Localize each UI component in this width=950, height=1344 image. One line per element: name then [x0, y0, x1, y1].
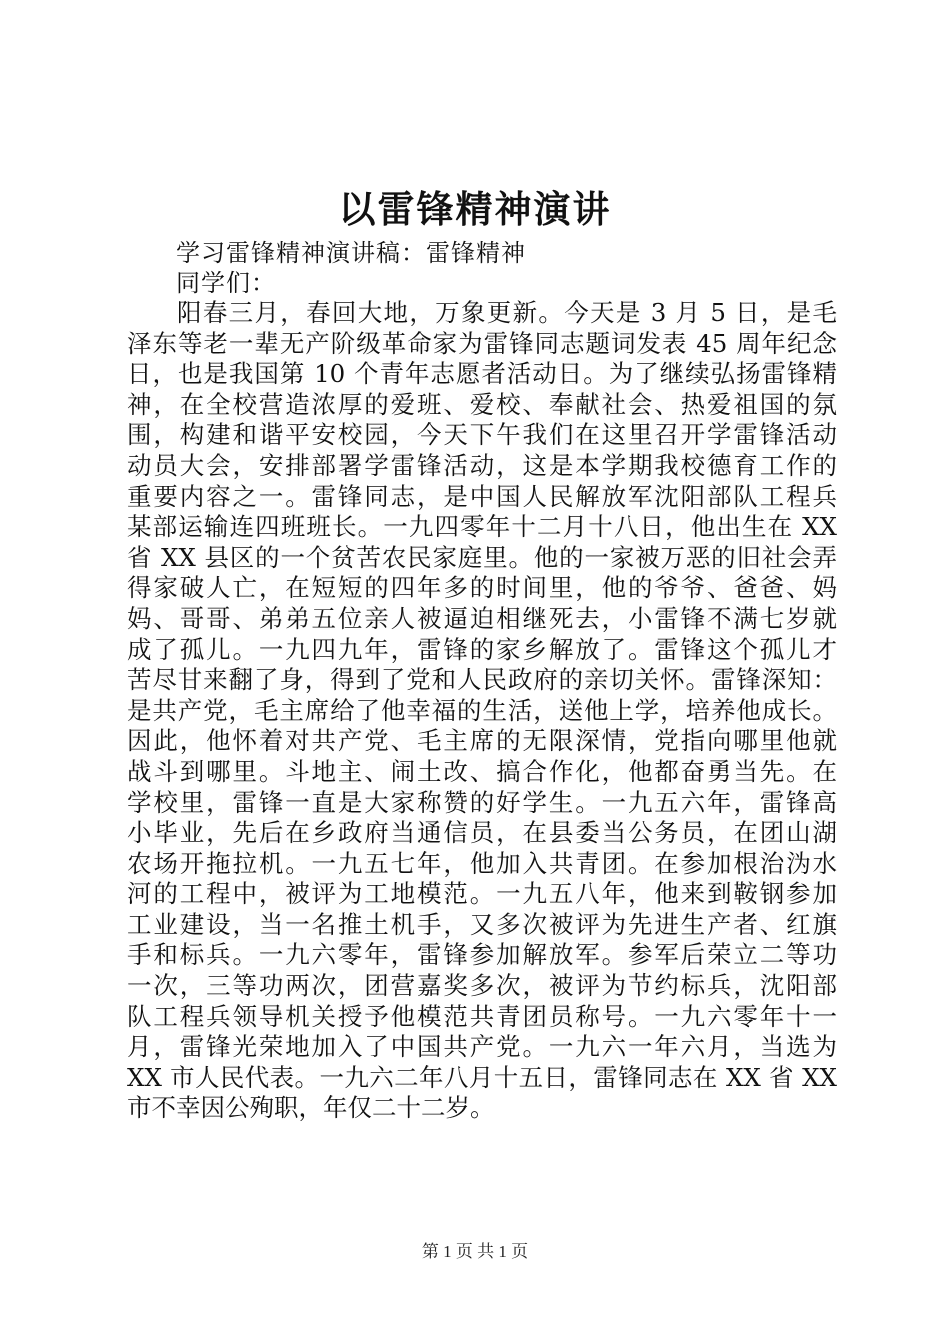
body-line: 学校里，雷锋一直是大家称赞的好学生。一九五六年，雷锋高	[127, 787, 837, 817]
body-paragraph	[127, 298, 837, 1124]
body-line: 队工程兵领导机关授予他模范共青团员称号。一九六零年十一	[127, 1001, 837, 1031]
body-line: 河的工程中，被评为工地模范。一九五八年，他来到鞍钢参加	[127, 879, 837, 909]
document-title: 以雷锋精神演讲	[338, 187, 612, 231]
body-line: 手和标兵。一九六零年，雷锋参加解放军。参军后荣立二等功	[127, 940, 837, 970]
body-line: 小毕业，先后在乡政府当通信员，在县委当公务员，在团山湖	[127, 818, 837, 848]
body-line: 是共产党，毛主席给了他幸福的生活，送他上学，培养他成长。	[127, 695, 837, 725]
body-line: 围，构建和谐平安校园，今天下午我们在这里召开学雷锋活动	[127, 420, 837, 450]
body-line: 日，也是我国第 10 个青年志愿者活动日。为了继续弘扬雷锋精	[127, 359, 837, 389]
body-line: 苦尽甘来翻了身，得到了党和人民政府的亲切关怀。雷锋深知：	[127, 665, 837, 695]
body-line: 得家破人亡，在短短的四年多的时间里，他的爷爷、爸爸、妈	[127, 573, 837, 603]
body-line: 省 XX 县区的一个贫苦农民家庭里。他的一家被万恶的旧社会弄	[127, 542, 837, 572]
document-subtitle: 学习雷锋精神演讲稿：雷锋精神	[176, 239, 526, 267]
page-footer: 第 1 页 共 1 页	[421, 1242, 529, 1261]
body-line: 重要内容之一。雷锋同志，是中国人民解放军沈阳部队工程兵	[127, 481, 837, 511]
body-line: 妈、哥哥、弟弟五位亲人被逼迫相继死去，小雷锋不满七岁就	[127, 603, 837, 633]
body-line: 月，雷锋光荣地加入了中国共产党。一九六一年六月，当选为	[127, 1032, 837, 1062]
body-line: 因此，他怀着对共产党、毛主席的无限深情，党指向哪里他就	[127, 726, 837, 756]
body-line: 战斗到哪里。斗地主、闹土改、搞合作化，他都奋勇当先。在	[127, 756, 837, 786]
body-line: XX 市人民代表。一九六二年八月十五日，雷锋同志在 XX 省 XX	[127, 1062, 837, 1092]
body-line: 农场开拖拉机。一九五七年，他加入共青团。在参加根治沩水	[127, 848, 837, 878]
body-line: 神，在全校营造浓厚的爱班、爱校、奉献社会、热爱祖国的氛	[127, 389, 837, 419]
body-line: 阳春三月，春回大地，万象更新。今天是 3 月 5 日，是毛	[177, 298, 837, 327]
body-line: 某部运输连四班班长。一九四零年十二月十八日，他出生在 XX	[127, 512, 837, 542]
body-line: 市不幸因公殉职，年仅二十二岁。	[127, 1093, 495, 1123]
body-line: 泽东等老一辈无产阶级革命家为雷锋同志题词发表 45 周年纪念	[127, 328, 837, 358]
body-line: 一次，三等功两次，团营嘉奖多次，被评为节约标兵，沈阳部	[127, 971, 837, 1001]
body-line: 成了孤儿。一九四九年，雷锋的家乡解放了。雷锋这个孤儿才	[127, 634, 837, 664]
body-line: 动员大会，安排部署学雷锋活动，这是本学期我校德育工作的	[127, 450, 837, 480]
salutation: 同学们：	[176, 269, 276, 297]
body-line: 工业建设，当一名推土机手，又多次被评为先进生产者、红旗	[127, 909, 837, 939]
